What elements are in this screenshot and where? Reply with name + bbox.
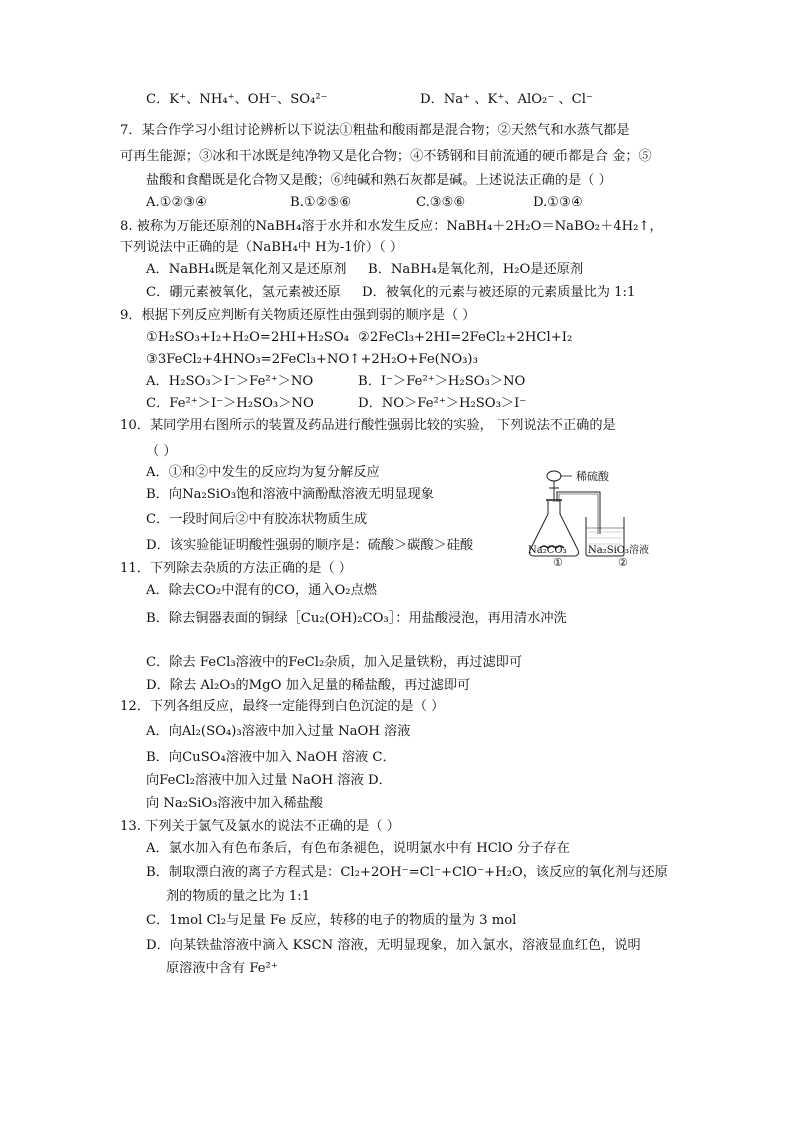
q11-stem: 11．下列除去杂质的方法正确的是（ ） xyxy=(120,561,352,576)
q7-stem-line1: 7．某合作学习小组讨论辨析以下说法①粗盐和酸雨都是混合物；②天然气和水蒸气都是 xyxy=(120,123,630,138)
q6-option-d: D．Na⁺ 、K⁺、AlO₂⁻ 、Cl⁻ xyxy=(420,92,593,107)
q9-option-b: B．I⁻＞Fe²⁺＞H₂SO₃＞NO xyxy=(358,374,526,389)
q10-stem-line2: （ ） xyxy=(146,444,177,459)
fig-label-beaker: Na₂SiO₃溶液 xyxy=(588,545,649,556)
q11-option-d: D．除去 Al₂O₃的MgO 加入足量的稀盐酸，再过滤即可 xyxy=(146,678,471,693)
q8-option-a: A．NaBH₄既是氧化剂又是还原剂 xyxy=(146,262,347,277)
q8-option-c: C．硼元素被氧化，氢元素被还原 xyxy=(146,285,341,300)
q7-option-b: B.①②⑤⑥ xyxy=(290,195,352,210)
q9-equation-2: ②2FeCl₃+2HI=2FeCl₂+2HCl+I₂ xyxy=(358,330,573,345)
q9-stem: 9．根据下列反应判断有关物质还原性由强到弱的顺序是（ ） xyxy=(120,308,476,323)
q9-option-a: A．H₂SO₃＞I⁻＞Fe²⁺＞NO xyxy=(146,374,314,389)
q13-option-d-line2: 原溶液中含有 Fe²⁺ xyxy=(166,961,278,976)
q11-option-b: B．除去铜器表面的铜绿［Cu₂(OH)₂CO₃］：用盐酸浸泡，再用清水冲洗 xyxy=(146,611,567,626)
q7-option-c: C.③⑤⑥ xyxy=(416,195,466,210)
q12-option-b: B．向CuSO₄溶液中加入 NaOH 溶液 C． xyxy=(146,750,396,765)
q12-stem: 12．下列各组反应，最终一定能得到白色沉淀的是（ ） xyxy=(120,699,445,714)
q7-option-d: D.①③④ xyxy=(533,195,583,210)
q13-option-a: A．氯水加入有色布条后，有色布条褪色，说明氯水中有 HClO 分子存在 xyxy=(146,841,570,856)
q12-option-c: 向FeCl₂溶液中加入过量 NaOH 溶液 D． xyxy=(146,773,392,788)
q11-option-c: C．除去 FeCl₃溶液中的FeCl₂杂质，加入足量铁粉，再过滤即可 xyxy=(146,655,523,670)
q13-option-b-line1: B．制取漂白液的离子方程式是：Cl₂+2OH⁻=Cl⁻+ClO⁻+H₂O，该反应的氧化剂与还原 xyxy=(146,865,668,880)
q10-stem-line1: 10．某同学用右图所示的装置及药品进行酸性强弱比较的实验， 下列说法不正确的是 xyxy=(120,418,616,433)
q8-stem-line2: 下列说法中正确的是（NaBH₄中 H为-1价）（ ） xyxy=(120,240,404,255)
q9-option-d: D．NO＞Fe²⁺＞H₂SO₃＞I⁻ xyxy=(358,396,527,411)
q7-option-a: A.①②③④ xyxy=(146,195,208,210)
q12-option-a: A．向Al₂(SO₄)₃溶液中加入过量 NaOH 溶液 xyxy=(146,724,411,739)
fig-label-num2: ② xyxy=(618,556,628,569)
q8-option-b: B．NaBH₄是氧化剂，H₂O是还原剂 xyxy=(368,262,584,277)
q7-stem-line2: 可再生能源；③冰和干冰既是纯净物又是化合物；④不锈钢和目前流通的硬币都是合 金；⑤ xyxy=(120,149,652,164)
fig-label-acid: 稀硫酸 xyxy=(576,470,609,483)
q8-option-d: D．被氧化的元素与被还原的元素质量比为 1:1 xyxy=(362,285,636,300)
q13-option-b-line2: 剂的物质的量之比为 1:1 xyxy=(166,889,311,904)
q13-option-c: C．1mol Cl₂与足量 Fe 反应，转移的电子的物质的量为 3 mol xyxy=(146,913,517,928)
fig-label-flask: Na₂CO₃ xyxy=(528,545,567,556)
q12-option-d: 向 Na₂SiO₃溶液中加入稀盐酸 xyxy=(146,796,323,811)
q11-option-a: A．除去CO₂中混有的CO，通入O₂点燃 xyxy=(146,583,377,598)
q10-option-d: D．该实验能证明酸性强弱的顺序是：硫酸＞碳酸＞硅酸 xyxy=(146,538,474,553)
q10-option-a: A．①和②中发生的反应均为复分解反应 xyxy=(146,465,380,480)
q13-stem: 13. 下列关于氯气及氯水的说法不正确的是（ ） xyxy=(120,819,400,834)
q9-equation-1: ①H₂SO₃+I₂+H₂O=2HI+H₂SO₄ xyxy=(146,330,350,345)
q9-option-c: C．Fe²⁺＞I⁻＞H₂SO₃＞NO xyxy=(146,396,314,411)
q10-option-b: B．向Na₂SiO₃饱和溶液中滴酚酞溶液无明显现象 xyxy=(146,487,434,502)
fig-label-num1: ① xyxy=(553,556,563,569)
q9-equation-3: ③3FeCl₂+4HNO₃=2FeCl₃+NO↑+2H₂O+Fe(NO₃)₃ xyxy=(146,352,478,367)
q6-option-c: C．K⁺、NH₄⁺、OH⁻、SO₄²⁻ xyxy=(146,92,328,107)
q7-stem-line3: 盐酸和食醋既是化合物又是酸；⑥纯碱和熟石灰都是碱。上述说法正确的是（ ） xyxy=(146,173,612,188)
q8-stem-line1: 8. 被称为万能还原剂的NaBH₄溶于水并和水发生反应：NaBH₄＋2H₂O＝NaBO₂＋4H₂↑， xyxy=(120,219,663,234)
q13-option-d-line1: D．向某铁盐溶液中滴入 KSCN 溶液，无明显现象，加入氯水，溶液显血红色，说明 xyxy=(146,938,641,953)
q10-option-c: C．一段时间后②中有胶冻状物质生成 xyxy=(146,512,368,527)
